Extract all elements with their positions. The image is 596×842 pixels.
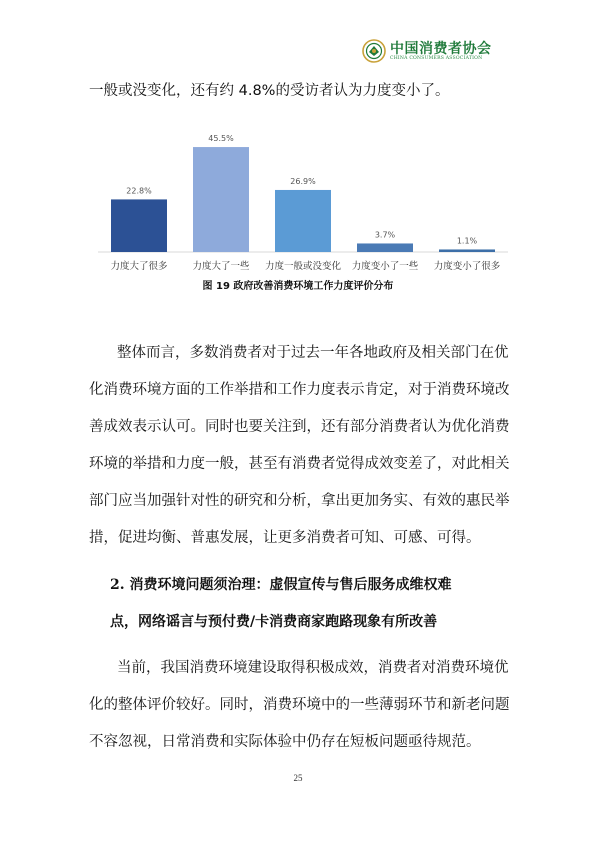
page-number: 25 <box>293 773 303 783</box>
category-label: 力度变小了很多 <box>433 261 501 272</box>
org-name-english: CHINA CONSUMERS ASSOCIATION <box>390 56 483 61</box>
heading-line: 点，网络谣言与预付费/卡消费商家跑路现象有所改善 <box>110 614 438 630</box>
paragraph-line: 环境的举措和力度一般，甚至有消费者觉得成效变差了，对此相关 <box>89 456 510 472</box>
paragraph-line: 措，促进均衡、普惠发展，让更多消费者可知、可感、可得。 <box>89 530 481 546</box>
bar <box>275 190 331 252</box>
data-label: 26.9% <box>290 176 316 186</box>
heading-line: 2. 消费环境问题须治理：虚假宣传与售后服务成维权难 <box>110 577 452 593</box>
consumer-association-emblem-icon <box>362 39 386 63</box>
paragraph-line: 不容忽视，日常消费和实际体验中仍存在短板问题亟待规范。 <box>89 734 481 750</box>
data-label: 45.5% <box>208 134 234 144</box>
data-label: 22.8% <box>126 186 152 196</box>
data-label: 1.1% <box>456 236 478 246</box>
paragraph-line: 整体而言，多数消费者对于过去一年各地政府及相关部门在优 <box>117 345 509 361</box>
paragraph-line: 化消费环境方面的工作举措和工作力度表示肯定，对于消费环境改 <box>89 382 510 398</box>
data-label: 3.7% <box>374 230 396 240</box>
paragraph-line: 善成效表示认可。同时也要关注到，还有部分消费者认为优化消费 <box>89 419 510 435</box>
category-label: 力度变小了一些 <box>351 261 419 272</box>
paragraph-line: 化的整体评价较好。同时，消费环境中的一些薄弱环节和新老问题 <box>89 697 510 713</box>
org-name: 中国消费者协会 <box>390 41 492 57</box>
bar <box>357 243 413 252</box>
figure-caption: 图 19 政府改善消费环境工作力度评价分布 <box>202 281 394 292</box>
category-label: 力度大了一些 <box>192 261 250 272</box>
category-label: 力度一般或没变化 <box>264 261 342 272</box>
bar <box>439 249 495 252</box>
org-logo <box>362 38 512 66</box>
bar <box>111 199 167 252</box>
paragraph-line: 当前，我国消费环境建设取得积极成效，消费者对消费环境优 <box>117 660 509 676</box>
intro-line: 一般或没变化，还有约 4.8%的受访者认为力度变小了。 <box>89 83 450 99</box>
paragraph-line: 部门应当加强针对性的研究和分析，拿出更加务实、有效的惠民举 <box>89 493 510 509</box>
category-label: 力度大了很多 <box>110 261 168 272</box>
bar-chart <box>88 108 508 278</box>
bar <box>193 147 249 252</box>
